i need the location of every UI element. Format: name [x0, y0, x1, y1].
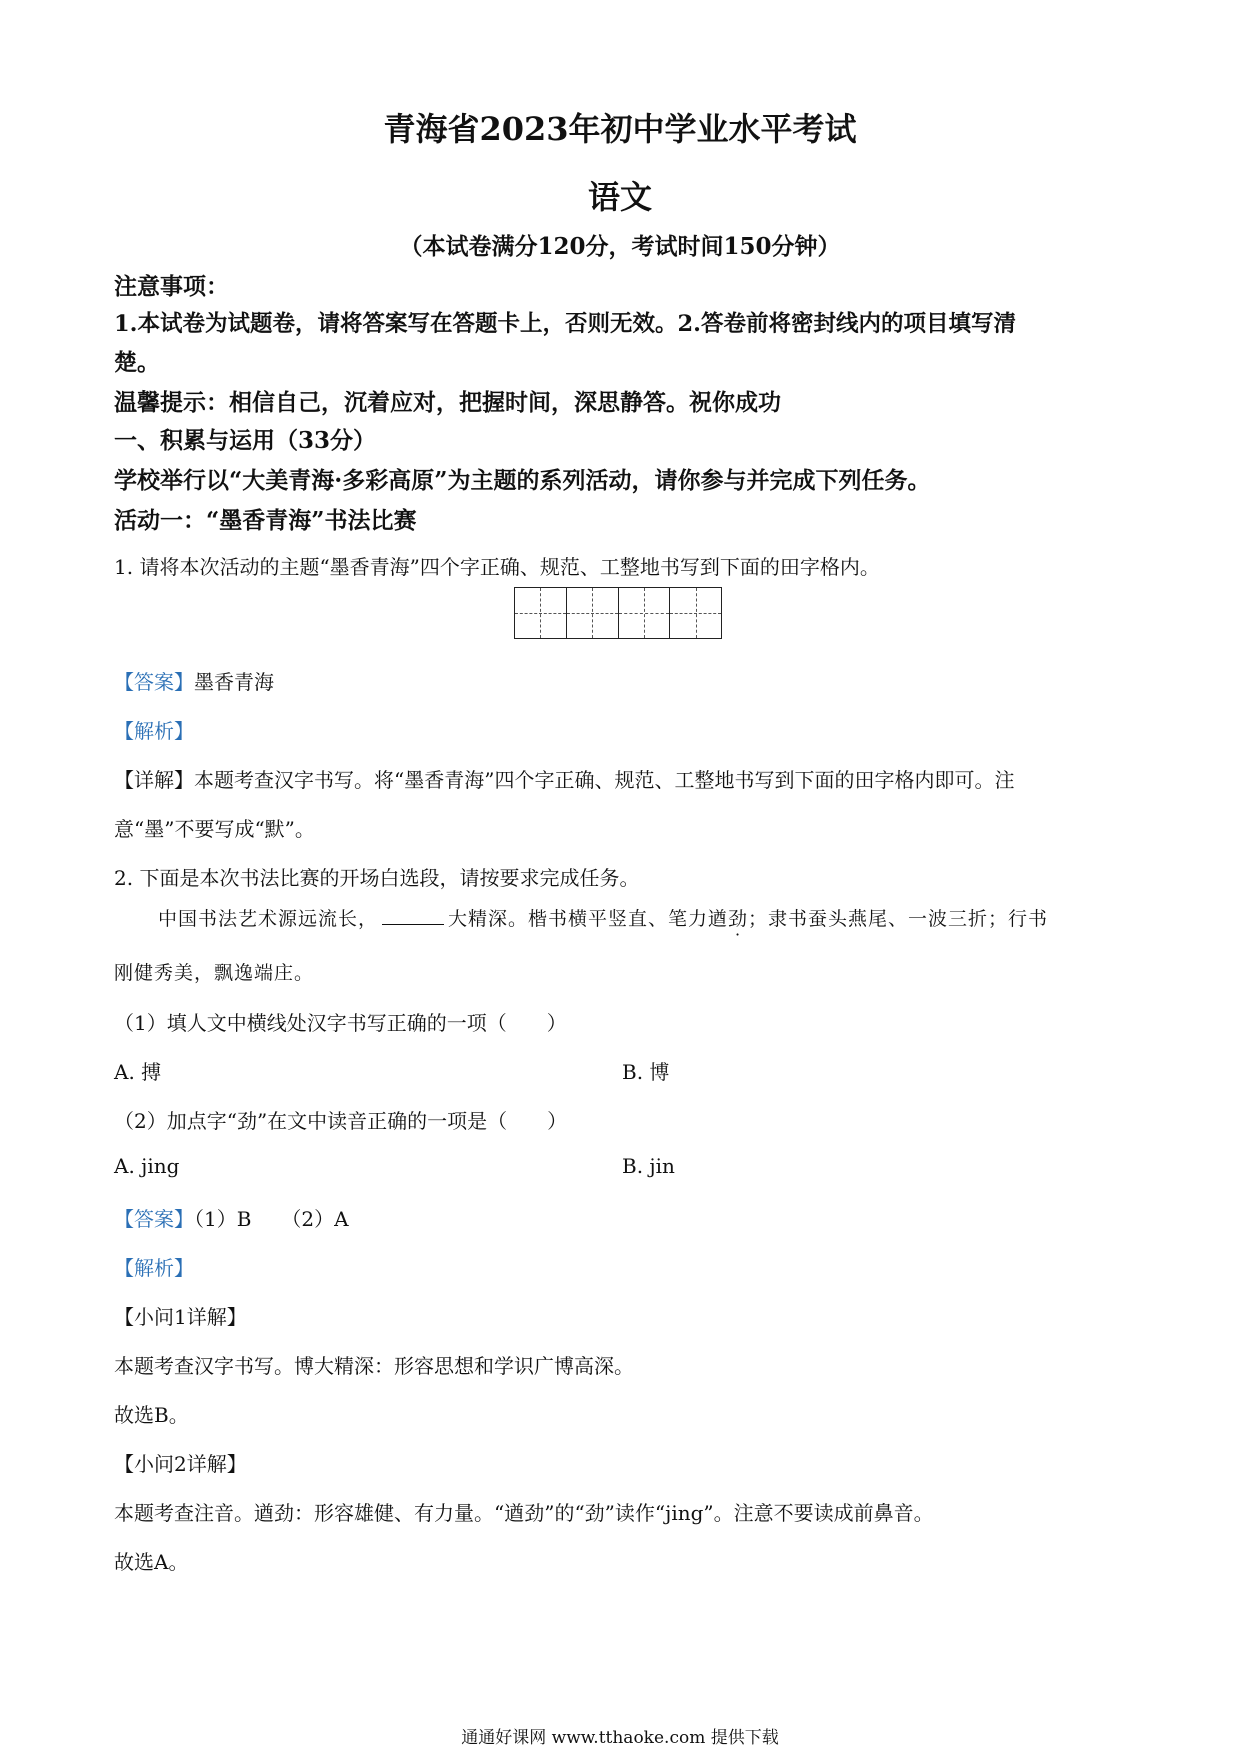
q2-sub2: （2）加点字“劲”在文中读音正确的一项是（ ）: [114, 1109, 568, 1133]
q2-opt1b: B. 博: [622, 1060, 670, 1084]
subject-title: 语文: [587, 178, 652, 216]
q2-sub1-choice: 故选B。: [114, 1403, 189, 1427]
section1-heading: 一、积累与运用（33分）: [114, 427, 377, 454]
notes-line1-cont: 楚。: [114, 349, 160, 376]
q1-detail-line1: [114, 764, 1014, 793]
passage-blank: [382, 906, 444, 925]
q2-sub1-heading: 【小问1详解】: [114, 1305, 247, 1329]
notes-heading: 注意事项：: [114, 273, 229, 300]
exam-info: （本试卷满分120分，考试时间150分钟）: [399, 233, 841, 260]
notes-tip: 温馨提示：相信自己，沉着应对，把握时间，深思静答。祝你成功: [114, 389, 781, 416]
section1-intro: 学校举行以“大美青海·多彩高原”为主题的系列活动，请你参与并完成下列任务。: [114, 467, 931, 494]
tianzige-cell: [670, 588, 721, 638]
q2-passage-line1: [158, 904, 1048, 931]
q2-text: 2. 下面是本次书法比赛的开场白选段，请按要求完成任务。: [114, 866, 640, 890]
notes-line1: 1.本试卷为试题卷，请将答案写在答题卡上，否则无效。2.答卷前将密封线内的项目填写清: [114, 311, 1016, 337]
tianzige-cell: [515, 588, 567, 638]
tianzige-grid: [514, 587, 722, 639]
q2-sub1-detail: 本题考查汉字书写。博大精深：形容思想和学识广博高深。: [114, 1354, 634, 1378]
passage-part-b: 大精深。楷书横平竖直、笔力遒: [448, 908, 729, 930]
q2-sub1: （1）填人文中横线处汉字书写正确的一项（ ）: [114, 1011, 567, 1035]
exam-title: 青海省2023年初中学业水平考试: [383, 110, 857, 148]
passage-part-c: ；隶书蚕头燕尾、一波三折；行书: [748, 908, 1049, 930]
q1-analysis-tag: 【解析】: [114, 719, 194, 743]
answer-tag: 【答案】: [114, 1207, 194, 1231]
q2-sub2-detail: 本题考查注音。遒劲：形容雄健、有力量。“遒劲”的“劲”读作“jing”。注意不要读成前鼻音。: [114, 1501, 934, 1525]
q2-opt2b: B. jin: [622, 1154, 675, 1178]
answer-tag: 【答案】: [114, 670, 194, 694]
q1-answer-text: 墨香青海: [194, 670, 274, 694]
tianzige-cell: [619, 588, 671, 638]
q2-sub2-heading: 【小问2详解】: [114, 1452, 247, 1476]
q2-sub2-choice: 故选A。: [114, 1550, 189, 1574]
q2-answer-text: （1）B （2）A: [194, 1207, 349, 1231]
q1-detail-line2: 意“墨”不要写成“默”。: [114, 817, 315, 841]
q2-opt2a: A. jing: [114, 1154, 180, 1178]
q2-analysis-tag: 【解析】: [114, 1256, 194, 1280]
q2-passage-line2: 刚健秀美，飘逸端庄。: [114, 962, 315, 984]
passage-part-a: 中国书法艺术源远流长，: [158, 908, 379, 930]
q2-answer: [114, 1203, 349, 1232]
tianzige-cell: [567, 588, 619, 638]
activity1-heading: 活动一：“墨香青海”书法比赛: [114, 507, 417, 534]
detail-tag: 【详解】: [114, 768, 194, 792]
q2-opt1a: A. 搏: [114, 1060, 162, 1084]
q1-answer: [114, 666, 274, 695]
footer-credit: 通通好课网 www.tthaoke.com 提供下载: [461, 1728, 779, 1748]
dotted-char: 劲: [728, 908, 749, 930]
q1-text: 1. 请将本次活动的主题“墨香青海”四个字正确、规范、工整地书写到下面的田字格内。: [114, 555, 880, 579]
q1-detail-text: 本题考查汉字书写。将“墨香青海”四个字正确、规范、工整地书写到下面的田字格内即可。注: [194, 768, 1015, 792]
